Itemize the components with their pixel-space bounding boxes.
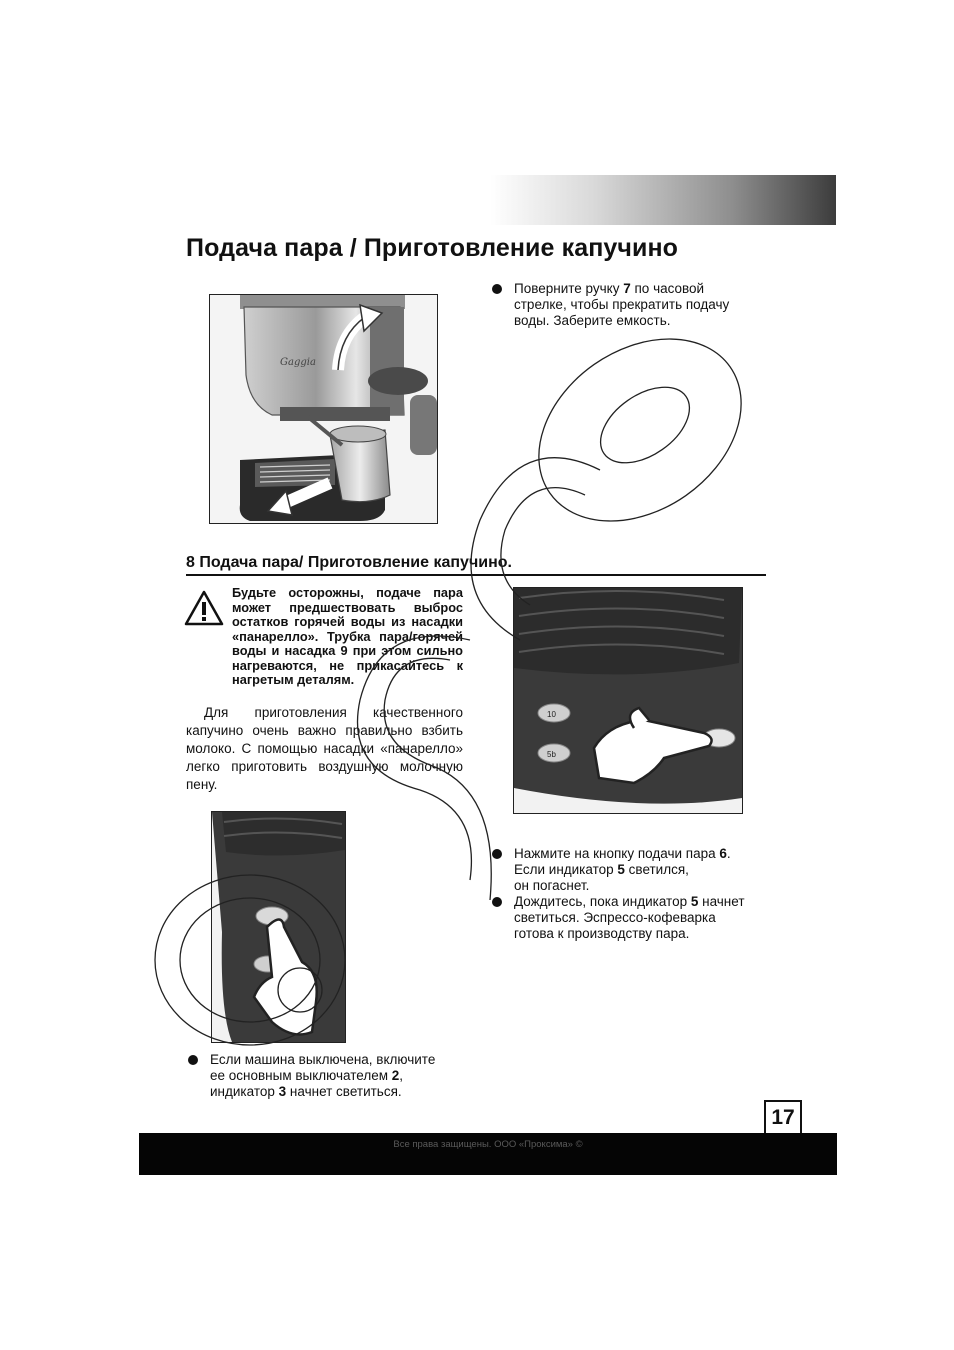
header-gradient-bar	[490, 175, 836, 225]
warning-text: Будьте осторожны, подаче пара может предшествовать выброс остатков горячей воды из насадки «панарелло». Трубка пара/горячей воды и насадка 9 при этом сильно нагреваются, не прикасайтесь к нагретым деталям.	[232, 585, 463, 687]
section-title: 8 Подача пара/ Приготовление капучино.	[186, 554, 766, 576]
page-title: Подача пара / Приготовление капучино	[186, 234, 679, 262]
step-wait-indicator: Дождитесь, пока индикатор 5 начнет светиться. Эспрессо-кофеварка готова к производству пара.	[492, 894, 782, 946]
step-power-on: Если машина выключена, включите ее основным выключателем 2, индикатор 3 начнет светиться.	[188, 1052, 468, 1104]
panel-button-top-label: 10	[547, 710, 556, 719]
machine-brand-label: Gaggia	[280, 357, 316, 368]
footer-copyright: Все права защищены. ООО «Проксима» ©	[393, 1139, 583, 1150]
body-paragraph: Для приготовления качественного капучино очень важно правильно взбить молоко. С помощью насадки «панарелло» легко приготовить воздушную молочную пену.	[186, 705, 463, 792]
bullet-dot	[492, 284, 502, 294]
panel-button-bottom-label: 5b	[547, 750, 556, 759]
page-number: 17	[764, 1100, 802, 1136]
panel-illustration-bottom	[212, 812, 345, 1042]
panel-illustration-top	[514, 588, 742, 813]
bullet-dot	[492, 849, 502, 859]
panel-photo-top	[513, 587, 743, 814]
machine-illustration	[210, 295, 437, 523]
warning-triangle-icon	[184, 590, 224, 626]
machine-photo	[209, 294, 438, 524]
panel-photo-bottom	[211, 811, 346, 1043]
bullet-dot	[188, 1055, 198, 1065]
step-turn-knob: Поверните ручку 7 по часовой стрелке, чтобы прекратить подачу воды. Заберите емкость.	[492, 281, 772, 333]
bullet-dot	[492, 897, 502, 907]
step-press-steam: Нажмите на кнопку подачи пара 6. Если индикатор 5 светился, он погаснет.	[492, 846, 772, 898]
